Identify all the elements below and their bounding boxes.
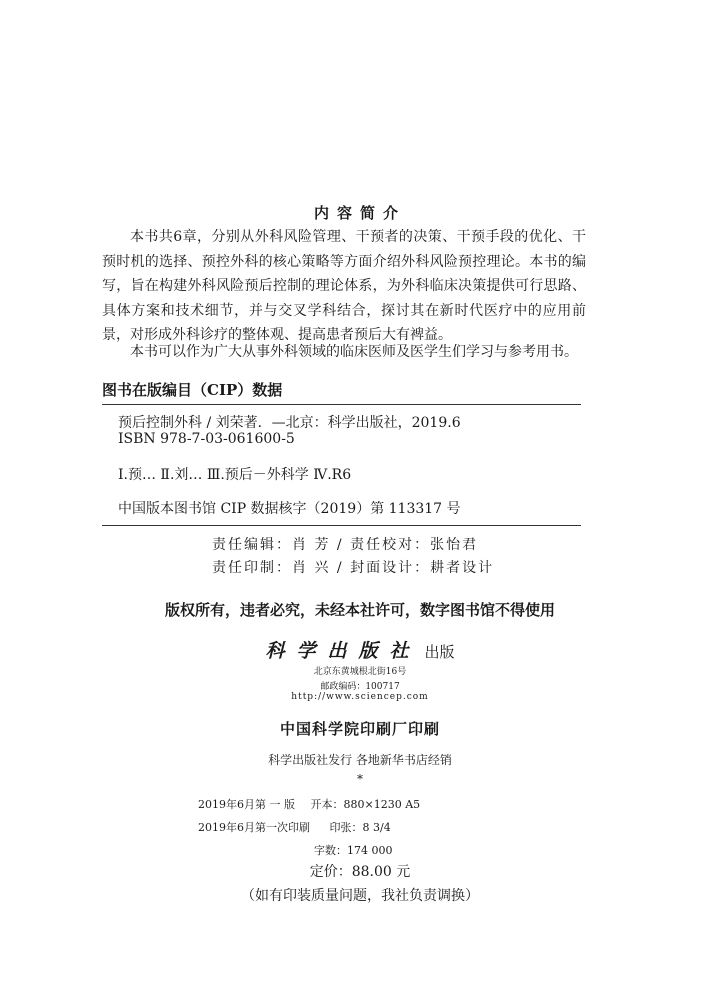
cip-line-classification: Ⅰ.预… Ⅱ.刘… Ⅲ.预后－外科学 Ⅳ.R6 [118,467,352,483]
price: 定价：88.00 元 [309,864,411,880]
credits-line-1 [0,534,720,554]
publisher-address: 北京东黄城根北街16号 [313,667,407,677]
cip-bottom-rule [102,525,581,526]
spec-format: 开本：880×1230 A5 [310,798,421,811]
publisher-name: 科学出版社 [265,640,421,662]
cip-line-record-number: 中国版本图书馆 CIP 数据核字（2019）第 113317 号 [118,501,461,517]
credits-editors: 责任编辑：肖 芳 / 责任校对：张怡君 [212,537,479,553]
publisher-suffix: 出版 [424,643,455,661]
spec-row-1 [198,796,420,812]
cip-line-title: 预后控制外科 / 刘荣著．—北京：科学出版社，2019.6 [118,415,461,431]
spec-words: 字数：174 000 [314,844,393,857]
separator-star: * [357,772,363,786]
summary-paragraph-1: 本书共6章，分别从外科风险管理、干预者的决策、干预手段的优化、干预时机的选择、预控外科的核心策略等方面介绍外科风险预控理论。本书的编写，旨在构建外科风险预后控制的理论体系，为外科临床决策提供可行思路、具体方案和技术细节，并与交叉学科结合，探讨其在新时代医疗中的应用前景，对形成外科诊疗的整体观、提高患者预后大有裨益。 [102,229,586,343]
printer-line: 中国科学院印刷厂印刷 [279,720,440,738]
cip-line-isbn: ISBN 978-7-03-061600-5 [118,431,295,447]
spec-row-2 [198,819,391,835]
quality-notice: （如有印装质量问题，我社负责调换） [241,888,479,904]
summary-heading: 内容简介 [313,204,406,222]
credits-line-2 [0,557,720,577]
summary-paragraph-2: 本书可以作为广大从事外科领域的临床医师及医学生们学习与参考用书。 [130,344,578,360]
cip-title: 图书在版编目（CIP）数据 [102,381,283,399]
cip-top-rule [102,404,581,405]
publisher-url: http://www.sciencep.com [291,692,429,702]
distribution-line: 科学出版社发行 各地新华书店经销 [268,753,452,767]
spec-row-3 [314,842,393,858]
spec-printing: 2019年6月第一次印刷 [198,821,310,834]
spec-edition: 2019年6月第 一 版 [198,798,295,811]
spec-sheets: 印张：8 3/4 [329,821,391,834]
publisher-postcode: 邮政编码：100717 [320,682,400,692]
credits-printing-design: 责任印制：肖 兴 / 封面设计：耕者设计 [212,560,495,576]
publisher-line [0,636,720,663]
copyright-notice: 版权所有，违者必究，未经本社许可，数字图书馆不得使用 [164,601,555,619]
